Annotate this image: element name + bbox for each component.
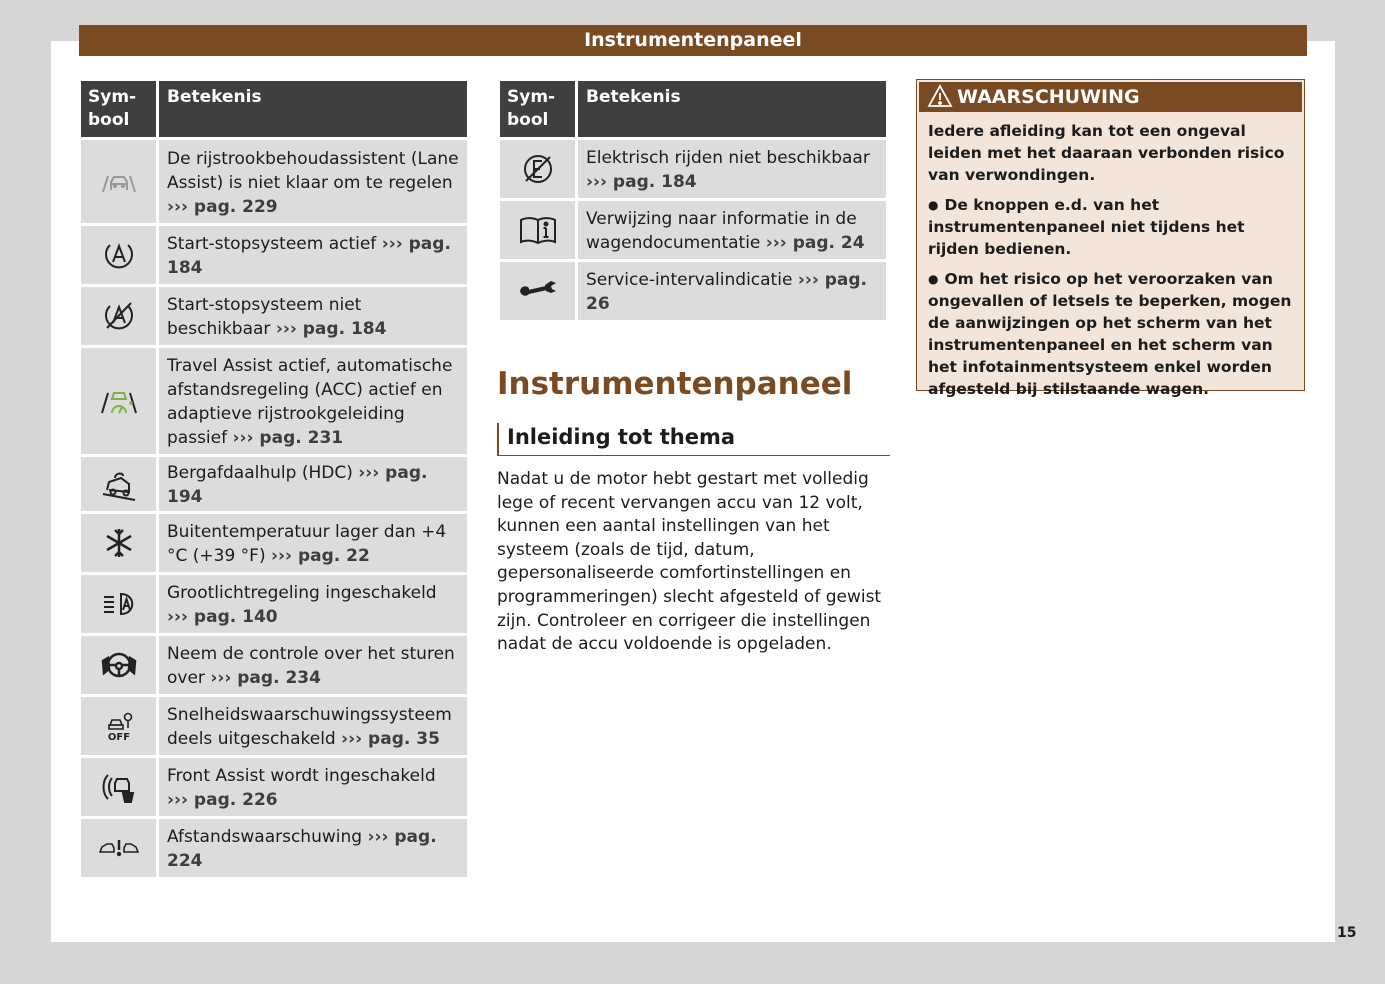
page-reference-link[interactable]: ››› pag. 140: [167, 607, 278, 627]
symbol-table-middle: [500, 78, 886, 323]
front-assist-icon: [99, 769, 139, 805]
table-row: Verwijzing naar informatie in de wagendocumentatie ››› pag. 24: [500, 201, 886, 259]
page-number: 15: [1337, 925, 1357, 941]
section-title: Instrumentenpaneel: [497, 366, 853, 402]
distance-warning-icon: [99, 830, 139, 866]
high-beam-assist-icon: [99, 586, 139, 622]
page-reference-link[interactable]: ››› pag. 231: [232, 428, 344, 448]
page-reference-link[interactable]: ››› pag. 224: [167, 827, 437, 871]
manual-info-icon: [518, 212, 558, 248]
table-row: Elektrisch rijden niet beschikbaar ››› pag. 184: [500, 140, 886, 198]
warning-bullet: ● Om het risico op het veroorzaken van ongevallen of letsels te beperken, mogen de aanwijzingen op het scherm van het instrumentenpaneel en het scherm van het infotainmentsysteem enkel worden afgesteld bij stilstaande wagen.: [928, 268, 1293, 400]
warning-box: [916, 79, 1305, 398]
warning-intro: Iedere afleiding kan tot een ongeval leiden met het daaraan verbonden risico van verwondingen.: [928, 122, 1285, 184]
page-reference-link[interactable]: ››› pag. 22: [271, 546, 370, 566]
warning-triangle-icon: [927, 84, 953, 108]
column-header-meaning: Betekenis: [156, 81, 467, 137]
header-title: Instrumentenpaneel: [79, 25, 1307, 56]
start-stop-unavailable-icon: [99, 298, 139, 334]
svg-text:OFF: OFF: [107, 732, 130, 743]
speed-warning-off-icon: [99, 708, 139, 744]
table-row: Start-stopsysteem niet beschikbaar ››› pag. 184: [81, 287, 467, 345]
table-row: Start-stopsysteem actief ››› pag. 184: [81, 226, 467, 284]
table-row: Travel Assist actief, automatische afstandsregeling (ACC) actief en adaptieve rijstrookgeleiding passief ››› pag. 231: [81, 348, 467, 454]
column-header-meaning: Betekenis: [575, 81, 886, 137]
table-row: Afstandswaarschuwing ››› pag. 224: [81, 819, 467, 877]
table-row: Front Assist wordt ingeschakeld ››› pag. 226: [81, 758, 467, 816]
wrench-icon: [518, 273, 558, 309]
page-reference-link[interactable]: ››› pag. 24: [765, 233, 865, 253]
steering-wheel-hands-icon: [99, 647, 139, 683]
page-reference-link[interactable]: ››› pag. 234: [210, 668, 321, 688]
subsection-heading: [497, 423, 890, 456]
warning-bullet: ● De knoppen e.d. van het instrumentenpaneel niet tijdens het rijden bedienen.: [928, 194, 1293, 260]
start-stop-active-icon: [99, 237, 139, 273]
electric-driving-unavailable-icon: [518, 151, 558, 187]
table-row: Buitentemperatuur lager dan +4 °C (+39 °F) ››› pag. 22: [81, 514, 467, 572]
page-reference-link[interactable]: ››› pag. 194: [167, 463, 428, 507]
table-row: De rijstrookbehoudassistent (Lane Assist) is niet klaar om te regelen ››› pag. 229: [81, 140, 467, 223]
column-header-symbol: Sym- bool: [81, 81, 156, 137]
column-header-symbol: Sym- bool: [500, 81, 575, 137]
table-row: Neem de controle over het sturen over ››› pag. 234: [81, 636, 467, 694]
page-reference-link[interactable]: ››› pag. 184: [586, 172, 697, 192]
table-row: Bergafdaalhulp (HDC) ››› pag. 194: [81, 457, 467, 511]
travel-assist-icon: [99, 383, 139, 419]
table-row: Grootlichtregeling ingeschakeld ››› pag. 140: [81, 575, 467, 633]
hill-descent-icon: [99, 466, 139, 502]
page-reference-link[interactable]: ››› pag. 184: [167, 234, 451, 278]
page-reference-link[interactable]: ››› pag. 229: [167, 196, 278, 217]
table-row: OFF Snelheidswaarschuwingssysteem deels uitgeschakeld ››› pag. 35: [81, 697, 467, 755]
table-row: Service-intervalindicatie ››› pag. 26: [500, 262, 886, 320]
warning-title: WAARSCHUWING: [957, 86, 1140, 108]
lane-assist-icon: [99, 164, 139, 200]
page-reference-link[interactable]: ››› pag. 26: [586, 270, 868, 314]
page-reference-link[interactable]: ››› pag. 35: [341, 729, 440, 749]
page-reference-link[interactable]: ››› pag. 184: [275, 319, 387, 339]
warning-header: [917, 80, 1304, 114]
intro-paragraph: Nadat u de motor hebt gestart met volledig lege of recent vervangen accu van 12 volt, kunnen een aantal instellingen van het systeem (zoals de tijd, datum, gepersonaliseerde comfortinstellingen en programmeringen) slecht afgesteld of gewist zijn. Controleer en corrigeer die instellingen nadat de accu voldoende is opgeladen.: [497, 469, 882, 655]
page-reference-link[interactable]: ››› pag. 226: [167, 790, 278, 810]
subsection-title: Inleiding tot thema: [507, 425, 736, 449]
snowflake-icon: [99, 525, 139, 561]
symbol-table-left: [81, 78, 467, 880]
